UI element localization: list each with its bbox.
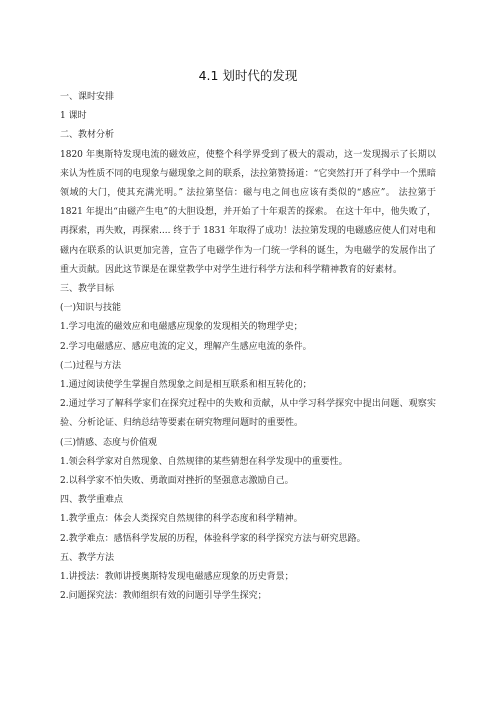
subsection-heading: (一)知识与技能 <box>60 303 122 314</box>
list-item: 2.以科学家不怕失败、勇敢面对挫折的坚强意志激励自己。 <box>60 476 294 487</box>
document-title: 4.1 划时代的发现 <box>198 68 298 83</box>
subsection-heading: (二)过程与方法 <box>60 360 122 371</box>
list-item: 1.学习电流的磁效应和电磁感应现象的发现相关的物理学史； <box>60 322 303 333</box>
list-item: 2.通过学习了解科学家们在探究过程中的失败和贡献，从中学习科学探究中提出问题、观察实验、分析论证、归纳总结等要素在研究物理问题时的重要性。 <box>60 399 436 429</box>
list-item: 1.教学重点：体会人类探究自然规律的科学态度和科学精神。 <box>60 514 303 525</box>
subsection-heading: (三)情感、态度与价值观 <box>60 437 158 448</box>
section-heading: 五、教学方法 <box>60 552 115 563</box>
section-heading: 四、教学重难点 <box>60 495 124 506</box>
section-heading: 一、课时安排 <box>60 92 115 102</box>
section-heading: 三、教学目标 <box>60 284 115 295</box>
list-item: 2.问题探究法：教师组织有效的问题引导学生探究； <box>60 591 267 602</box>
list-item: 1.讲授法：教师讲授奥斯特发现电磁感应现象的历史背景； <box>60 572 294 583</box>
list-item: 1.领会科学家对自然现象、自然规律的某些猜想在科学发现中的重要性。 <box>60 456 348 467</box>
list-item: 2.学习电磁感应、感应电流的定义，理解产生感应电流的条件。 <box>60 341 312 352</box>
section-text: 1 课时 <box>60 111 87 122</box>
document-body <box>60 88 436 606</box>
list-item: 2.教学难点：感悟科学发展的历程，体验科学家的科学探究方法与研究思路。 <box>60 533 366 544</box>
list-item: 1.通过阅读使学生掌握自然现象之间是相互联系和相互转化的； <box>60 380 312 391</box>
section-heading: 二、教材分析 <box>60 130 115 141</box>
section-paragraph: 1820 年奥斯特发现电流的磁效应，使整个科学界受到了极大的震动，这一发现揭示了长期以来认为性质不同的电现象与磁现象之间的联系，法拉第赞扬道：“它突然打开了科学中一个黑暗领域的大门，使其充满光明。” 法拉第坚信：磁与电之间也应该有类似的“感应”。 法拉第于 1821 年提出“由磁产生电”的大胆设想，并开始了十年艰苦的探索。 在这十年中，他失败了，再探索，再失败，再探索.... 终于于 1831 年取得了成功！法拉第发现的电磁感应使人们对电和磁内在联系的认识更加完善，宣告了电磁学作为一门统一学科的诞生，为电磁学的发展作出了重大贡献。因此这节课是在课堂教学中对学生进行科学方法和科学精神教育的好素材。 <box>60 149 436 275</box>
